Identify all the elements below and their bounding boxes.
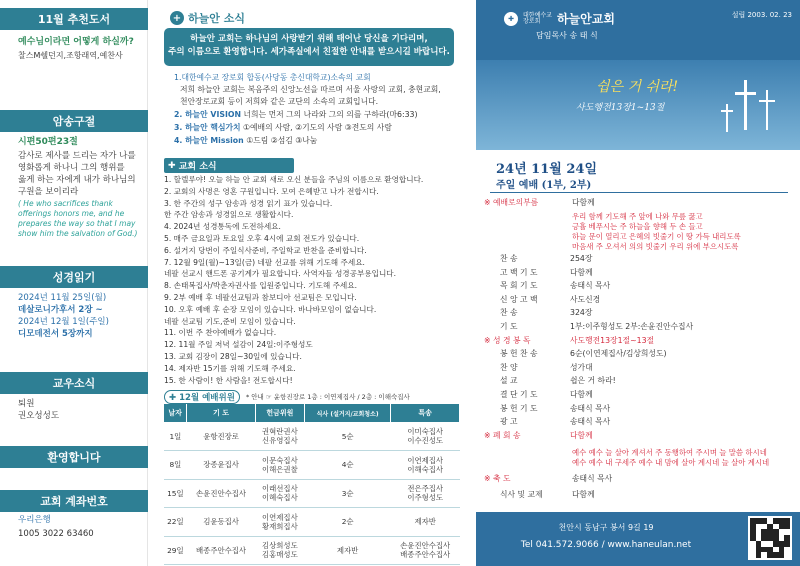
roster-cell-text: 손윤진안수집사 [196, 488, 247, 498]
news-item: 10. 오후 예배 후 순장 모임이 있습니다. 바나바모임이 없습니다. [164, 304, 377, 314]
order-label [500, 376, 570, 387]
news-item: 6. 설거지 당번이 주일식사준비, 주일학교 반찬을 준비합니다. [164, 245, 367, 255]
order-label [484, 431, 570, 442]
news-item: 12. 11월 주일 저녁 설감이 24일:이주형성도 [164, 340, 313, 350]
order-label [500, 322, 570, 333]
order-value: 사도신경 [570, 294, 601, 304]
roster-cell-text: 배종주안수집사 [400, 550, 451, 560]
order-value: 다함께 [570, 390, 593, 399]
roster-cell-text: 제자반 [336, 545, 359, 555]
roster-tag: ✚ 12월 예배위원 [164, 390, 240, 404]
divider [490, 192, 788, 193]
order-value: 324장 [570, 308, 593, 318]
roster-cell [187, 479, 256, 508]
roster-cell [391, 451, 460, 480]
benediction-value: 송태식 목사 [572, 474, 613, 483]
logo-small-1: 대한예수교 [523, 11, 552, 19]
roster-row [164, 479, 460, 508]
bible-reading-4: 디모데전서 5장까지 [18, 329, 93, 339]
order-label [500, 417, 570, 428]
news-item: 15. 한 사람이! 한 사람을! 전도합시다! [164, 375, 293, 385]
roster-cell-text: 29일 [167, 545, 184, 555]
fellowship-label: 식사 및 교제 [500, 490, 543, 499]
roster-cell [391, 536, 460, 565]
roster-cell [164, 508, 187, 537]
mission-text: ①드림 ②섬김 ③나눔 [246, 136, 318, 145]
roster-cell-text: 손윤진안수집사 [400, 541, 451, 551]
order-item [500, 268, 790, 279]
roster-col-header: 기 도 [187, 404, 256, 422]
order-value: 다함께 [570, 430, 593, 440]
logo-small-2: 장로회 [523, 17, 541, 25]
recommended-book-publisher: 찰스M쉘던지,조항래역,예찬사 [18, 51, 123, 60]
church-name: 하늘안교회 [556, 12, 615, 26]
sermon-passage: 사도행전13장1~13절 [576, 103, 665, 113]
order-label-text: 신 앙 고 백 [500, 294, 538, 304]
plus-icon: + [170, 11, 184, 25]
account-bank: 우리은행 [18, 515, 51, 525]
asterisk-mark: ※ [484, 335, 494, 345]
order-item [500, 295, 790, 306]
roster-cell-text: 2순 [341, 517, 354, 527]
order-label-text: 성 경 봉 독 [493, 335, 531, 345]
order-value: 성가대 [570, 362, 593, 372]
bible-reading-3: 2024년 12월 1일(주일) [18, 317, 109, 327]
right-column [476, 0, 800, 566]
call-text-4: 마음새 주 오셔서 의의 빗줄기 우리 위에 부으시도록 [572, 242, 739, 251]
vision-label: 2. 하늘안 VISION [174, 110, 242, 119]
roster-tag-label: 12월 예배위원 [179, 392, 235, 403]
closing-hymn-2: 예수 예수 내 구세주 예수 내 맘에 살아 계시네 늘 살아 계시네 [572, 458, 770, 467]
news-item: 네팔 선교팀 기도,준비 모임이 있습니다. [164, 316, 296, 326]
plus-icon: ✚ [168, 160, 179, 171]
roster-cell-text: 이주형성도 [407, 493, 444, 503]
account-header: 교회 계좌번호 [0, 490, 148, 512]
roster-cell-text: 이해은권찰 [262, 464, 298, 474]
roster-cell [391, 422, 460, 451]
welcome-header: 환영합니다 [0, 446, 148, 468]
banner-line-1: 하늘안 교회는 하나님의 사랑받기 위해 태어난 당신을 기다리며, [190, 34, 428, 44]
roster-cell-text: 3순 [341, 488, 354, 498]
roster-cell-text: 김홍매성도 [262, 550, 298, 560]
pastor-name: 담임목사 송 태 식 [536, 31, 598, 40]
mission-line [174, 135, 454, 146]
news-item: 4. 2024년 성경통독에 도전하세요. [164, 222, 281, 232]
bible-reading-2: 데살로니가후서 2장 ~ [18, 305, 103, 315]
order-item [500, 281, 790, 292]
value-line [174, 122, 454, 133]
memory-verse-ko-3: 옳게 하는 자에게 내가 하나님의 [18, 175, 136, 185]
news-item: 11. 이번 주 찬야예배가 없습니다. [164, 328, 277, 338]
welcome-banner [164, 28, 454, 66]
call-value: 다함께 [572, 198, 595, 207]
news-item: 9. 2부 예배 후 네팔선교팀과 참보디아 선교팀은 모입니다. [164, 292, 357, 302]
footer [476, 512, 800, 566]
news-item: 네팔 선교시 핸드폰 공기계가 필요합니다. 사역자들 성경공부용입니다. [164, 269, 397, 279]
order-label [500, 254, 570, 265]
roster-title [164, 390, 410, 403]
order-item [500, 363, 790, 374]
order-value: 송태식 목사 [570, 281, 611, 291]
roster-cell-text: 권혁란권사 [262, 427, 298, 436]
order-item [500, 376, 790, 387]
roster-cell [304, 479, 390, 508]
qr-code-icon[interactable] [748, 516, 792, 560]
roster-cell [255, 451, 304, 480]
roster-cell-text: 윤항진장로 [203, 431, 239, 441]
order-value: 6순(이연제집사/김상희성도) [570, 349, 667, 359]
roster-cell-text: 4순 [341, 460, 354, 470]
roster-cell-text: 장종윤집사 [203, 460, 239, 470]
roster-row [164, 451, 460, 480]
order-label [500, 404, 570, 415]
memory-verse-en-4: show him the salvation of God.) [18, 229, 138, 238]
intro-header [170, 10, 245, 26]
recommended-book-header: 11월 추천도서 [0, 8, 148, 30]
roster-cell-text: 김윤동집사 [203, 517, 239, 527]
news-list [164, 174, 459, 386]
roster-cell-text: 5순 [341, 431, 354, 441]
order-value: 다함께 [570, 267, 593, 277]
fellowship-value: 다함께 [572, 490, 595, 499]
roster-cell [255, 508, 304, 537]
benediction-label: ※ 축 도 [484, 474, 511, 483]
news-item: 13. 교회 김장이 28일~30일에 있습니다. [164, 351, 302, 361]
memory-verse-ref: 시편50편23절 [18, 137, 78, 147]
cross-icon [766, 90, 768, 130]
order-label [500, 349, 570, 360]
benediction [484, 474, 774, 485]
roster-cell-text: 15일 [167, 488, 184, 498]
bible-reading-1: 2024년 11월 25일(월) [18, 293, 107, 303]
order-label-text: 목 회 기 도 [500, 281, 538, 291]
roster-cell [304, 422, 390, 451]
memory-verse-ko-4: 구원을 보이리라 [18, 187, 79, 197]
roster-cell [255, 479, 304, 508]
order-label [500, 295, 570, 306]
cover-header [476, 0, 800, 150]
order-value: 송태식 목사 [570, 417, 611, 427]
roster-cell-text: 22일 [167, 517, 184, 527]
roster-cell-text: 배종주안수집사 [196, 545, 247, 555]
roster-cell [187, 451, 256, 480]
intro-1b: 천안장로교회 등이 저희와 같은 교단의 소속의 교회입니다. [180, 97, 379, 106]
vision-text: 너희는 먼저 그의 나라와 그의 의를 구하라(마6:33) [243, 110, 418, 119]
roster-row [164, 536, 460, 565]
roster-cell [164, 451, 187, 480]
roster-col-header: 헌금위원 [255, 404, 304, 422]
established-date: 설립 2003. 02. 23 [731, 11, 792, 19]
roster-col-header: 날자 [164, 404, 187, 422]
call-label: ※ 예배로의부름 [484, 198, 539, 207]
roster-note: * 안내 ☞ 윤항진장로 1층 : 이연제집사 / 2층 : 이해숙집사 [245, 393, 410, 401]
order-label [500, 363, 570, 374]
order-value: 쉽은 거 하라! [570, 376, 616, 386]
memory-verse-en-1: ( He who sacrifices thank [18, 199, 113, 208]
benediction-label-text: 축 도 [493, 474, 511, 483]
order-label-text: 기 도 [500, 322, 518, 331]
roster-cell-text: 이혜숙집사 [262, 493, 298, 503]
roster-cell-text: 이수진성도 [407, 436, 444, 445]
order-value: 1부:이주형성도 2부:손윤진안수집사 [570, 322, 694, 331]
roster-cell-text: 전은주집사 [407, 484, 444, 494]
account-number: 1005 3022 63460 [18, 529, 94, 539]
order-label [484, 336, 570, 347]
call-text-1: 우리 함께 기도해 주 앞에 나와 무릎 꿇고 [572, 212, 703, 221]
roster-row [164, 422, 460, 451]
order-label [500, 281, 570, 292]
sermon-theme: 쉽은 거 쉬라! [596, 79, 679, 95]
roster-cell-text: 이래선집사 [262, 484, 298, 494]
memory-verse-ko-2: 영화롭게 하나니 그의 행위를 [18, 163, 125, 173]
roster-cell [255, 536, 304, 565]
roster-cell-text: 이미숙집사 [407, 427, 444, 436]
service-date: 24년 11월 24일 [496, 162, 597, 177]
roster-body [164, 422, 460, 565]
roster-cell [187, 422, 256, 451]
member-news-2: 권오성성도 [18, 411, 60, 421]
member-news-1: 퇴원 [18, 399, 35, 409]
order-item [500, 390, 790, 401]
middle-column [150, 0, 460, 566]
left-column [0, 0, 148, 566]
order-item [500, 404, 790, 415]
roster-cell [391, 479, 460, 508]
cross-icon [735, 92, 756, 95]
order-label-text: 찬 송 [500, 254, 518, 263]
order-item [500, 322, 790, 333]
roster-cell [304, 451, 390, 480]
call-label-text: 예배로의부름 [493, 198, 539, 207]
order-item [484, 431, 774, 442]
church-contact: Tel 041.572.9066 / www.haneulan.net [520, 540, 692, 550]
roster-cell [304, 536, 390, 565]
news-item: 8. 손태복집사/박춘자권사를 입원중입니다. 기도해 주세요. [164, 281, 358, 291]
roster-row [164, 508, 460, 537]
call-text-2: 긍휼 베푸시는 주 하늘을 향해 두 손 들고 [572, 222, 703, 231]
memory-verse-header: 암송구절 [0, 110, 148, 132]
cross-icon [726, 104, 728, 132]
cross-icon [721, 110, 733, 112]
news-header [164, 158, 294, 173]
order-item [500, 417, 790, 428]
memory-verse-ko-1: 감사로 제사를 드리는 자가 나를 [18, 151, 136, 161]
roster-cell-text: 이문숙집사 [262, 455, 298, 465]
roster-header-row [164, 404, 460, 422]
news-title: 교회 소식 [178, 162, 217, 172]
intro-1: 1.대한예수교 장로회 합동(사당동 총신대학교)소속의 교회 [174, 73, 371, 82]
order-label [500, 308, 570, 319]
roster-cell-text: 제자반 [414, 517, 436, 527]
call-to-worship [484, 198, 774, 209]
order-value: 사도행전13장1절~13절 [570, 335, 655, 345]
news-item: 3. 한 주간의 성구 암송과 성경 읽기 표가 있습니다. [164, 198, 333, 208]
church-address: 천안시 동남구 봉서 9길 19 [558, 523, 654, 532]
roster-cell-text: 황재희집사 [262, 521, 298, 531]
roster-cell [164, 536, 187, 565]
cross-icon [744, 80, 747, 130]
qr-module [784, 552, 790, 558]
vision-line [174, 109, 454, 120]
value-text: ①예배의 사람, ②기도의 사람 ③전도의 사람 [243, 123, 392, 132]
logo-small [523, 13, 552, 25]
roster-cell-text: 이연제집사 [262, 512, 298, 522]
news-item: 한 주간 암송과 성경읽으로 생활합시다. [164, 210, 294, 220]
order-label-text: 고 백 기 도 [500, 267, 538, 277]
news-item: 7. 12월 9일(월)~13일(금) 네팔 선교를 위해 기도해 주세요. [164, 257, 365, 267]
news-item: 1. 할렐루야! 오늘 하늘 안 교회 새로 오신 분들을 주님의 이름으로 환영합니다. [164, 175, 424, 184]
roster-cell-text: 김상희성도 [262, 541, 298, 551]
order-label-text: 봉 헌 찬 송 [500, 349, 538, 359]
mission-label: 4. 하늘안 Mission [174, 136, 244, 145]
order-item [484, 336, 774, 347]
intro-title: 하늘안 소식 [188, 12, 245, 25]
memory-verse-en-2: offerings honors me, and he [18, 209, 125, 218]
cross-icon [759, 100, 775, 102]
roster-cell-text: 8일 [169, 460, 182, 470]
recommended-book-title: 예수님이라면 어떻게 하실까? [18, 37, 134, 47]
church-logo [504, 10, 615, 27]
roster-cell-text: 이해숙집사 [407, 464, 444, 474]
order-label-text: 찬 송 [500, 308, 518, 318]
order-label-text: 봉 헌 기 도 [500, 403, 538, 413]
order-label-text: 광 고 [500, 417, 518, 427]
roster-cell [164, 479, 187, 508]
order-value: 254장 [570, 254, 593, 263]
order-label-text: 찬 양 [500, 362, 518, 372]
call-text-3: 하늘 문이 열리고 은혜의 빗줄기 이 땅 가득 내리도록 [572, 232, 741, 241]
news-item: 5. 매주 금요일과 토요일 오후 4시에 교회 전도가 있습니다. [164, 233, 360, 243]
roster-cell-text: 이연제집사 [407, 455, 444, 465]
order-label [500, 268, 570, 279]
service-name: 주일 예배 (1부, 2부) [496, 180, 592, 191]
order-label-text: 폐 회 송 [493, 430, 521, 440]
closing-hymn-1: 예수 예수 늘 살아 계셔서 주 동행하여 주시며 늘 말씀 하시네 [572, 448, 767, 457]
order-label [500, 390, 570, 401]
roster-cell-text: 신유영집사 [262, 436, 298, 445]
roster-cell [187, 536, 256, 565]
roster-cell [391, 508, 460, 537]
roster-cell-text: 1일 [169, 431, 182, 441]
order-item [500, 254, 790, 265]
value-label: 3. 하늘안 핵심가치 [174, 123, 241, 132]
order-label-text: 설 교 [500, 376, 518, 386]
roster-cell [304, 508, 390, 537]
order-value: 송태식 목사 [570, 403, 611, 413]
fellowship [500, 490, 790, 501]
memory-verse-en-3: prepares the way so that I may [18, 219, 136, 228]
news-item: 14. 제자반 15기를 위해 기도해 주세요. [164, 363, 296, 373]
banner-line-2: 주의 이름으로 환영합니다. 세가족실에서 친절한 안내를 받으시길 바랍니다. [168, 47, 450, 57]
roster-col-header: 식사 (설거지/교회청소) [304, 404, 390, 422]
asterisk-mark: ※ [484, 430, 494, 440]
roster-cell [255, 422, 304, 451]
logo-icon: ✚ [504, 12, 518, 26]
roster-cell [187, 508, 256, 537]
member-news-header: 교우소식 [0, 372, 148, 394]
order-label-text: 결 단 기 도 [500, 390, 538, 399]
intro-1a: 저희 하늘안 교회는 복음주의 신앙노선을 따르며 서울 사랑의 교회, 충현교회, [180, 85, 441, 94]
bible-reading-header: 성경읽기 [0, 266, 148, 288]
news-item: 2. 교회의 사명은 영혼 구원입니다. 모여 은혜받고 나가 전합시다. [164, 186, 379, 196]
order-item [500, 308, 790, 319]
roster-cell [164, 422, 187, 451]
order-item [500, 349, 790, 360]
roster-table [164, 404, 460, 565]
roster-col-header: 특송 [391, 404, 460, 422]
